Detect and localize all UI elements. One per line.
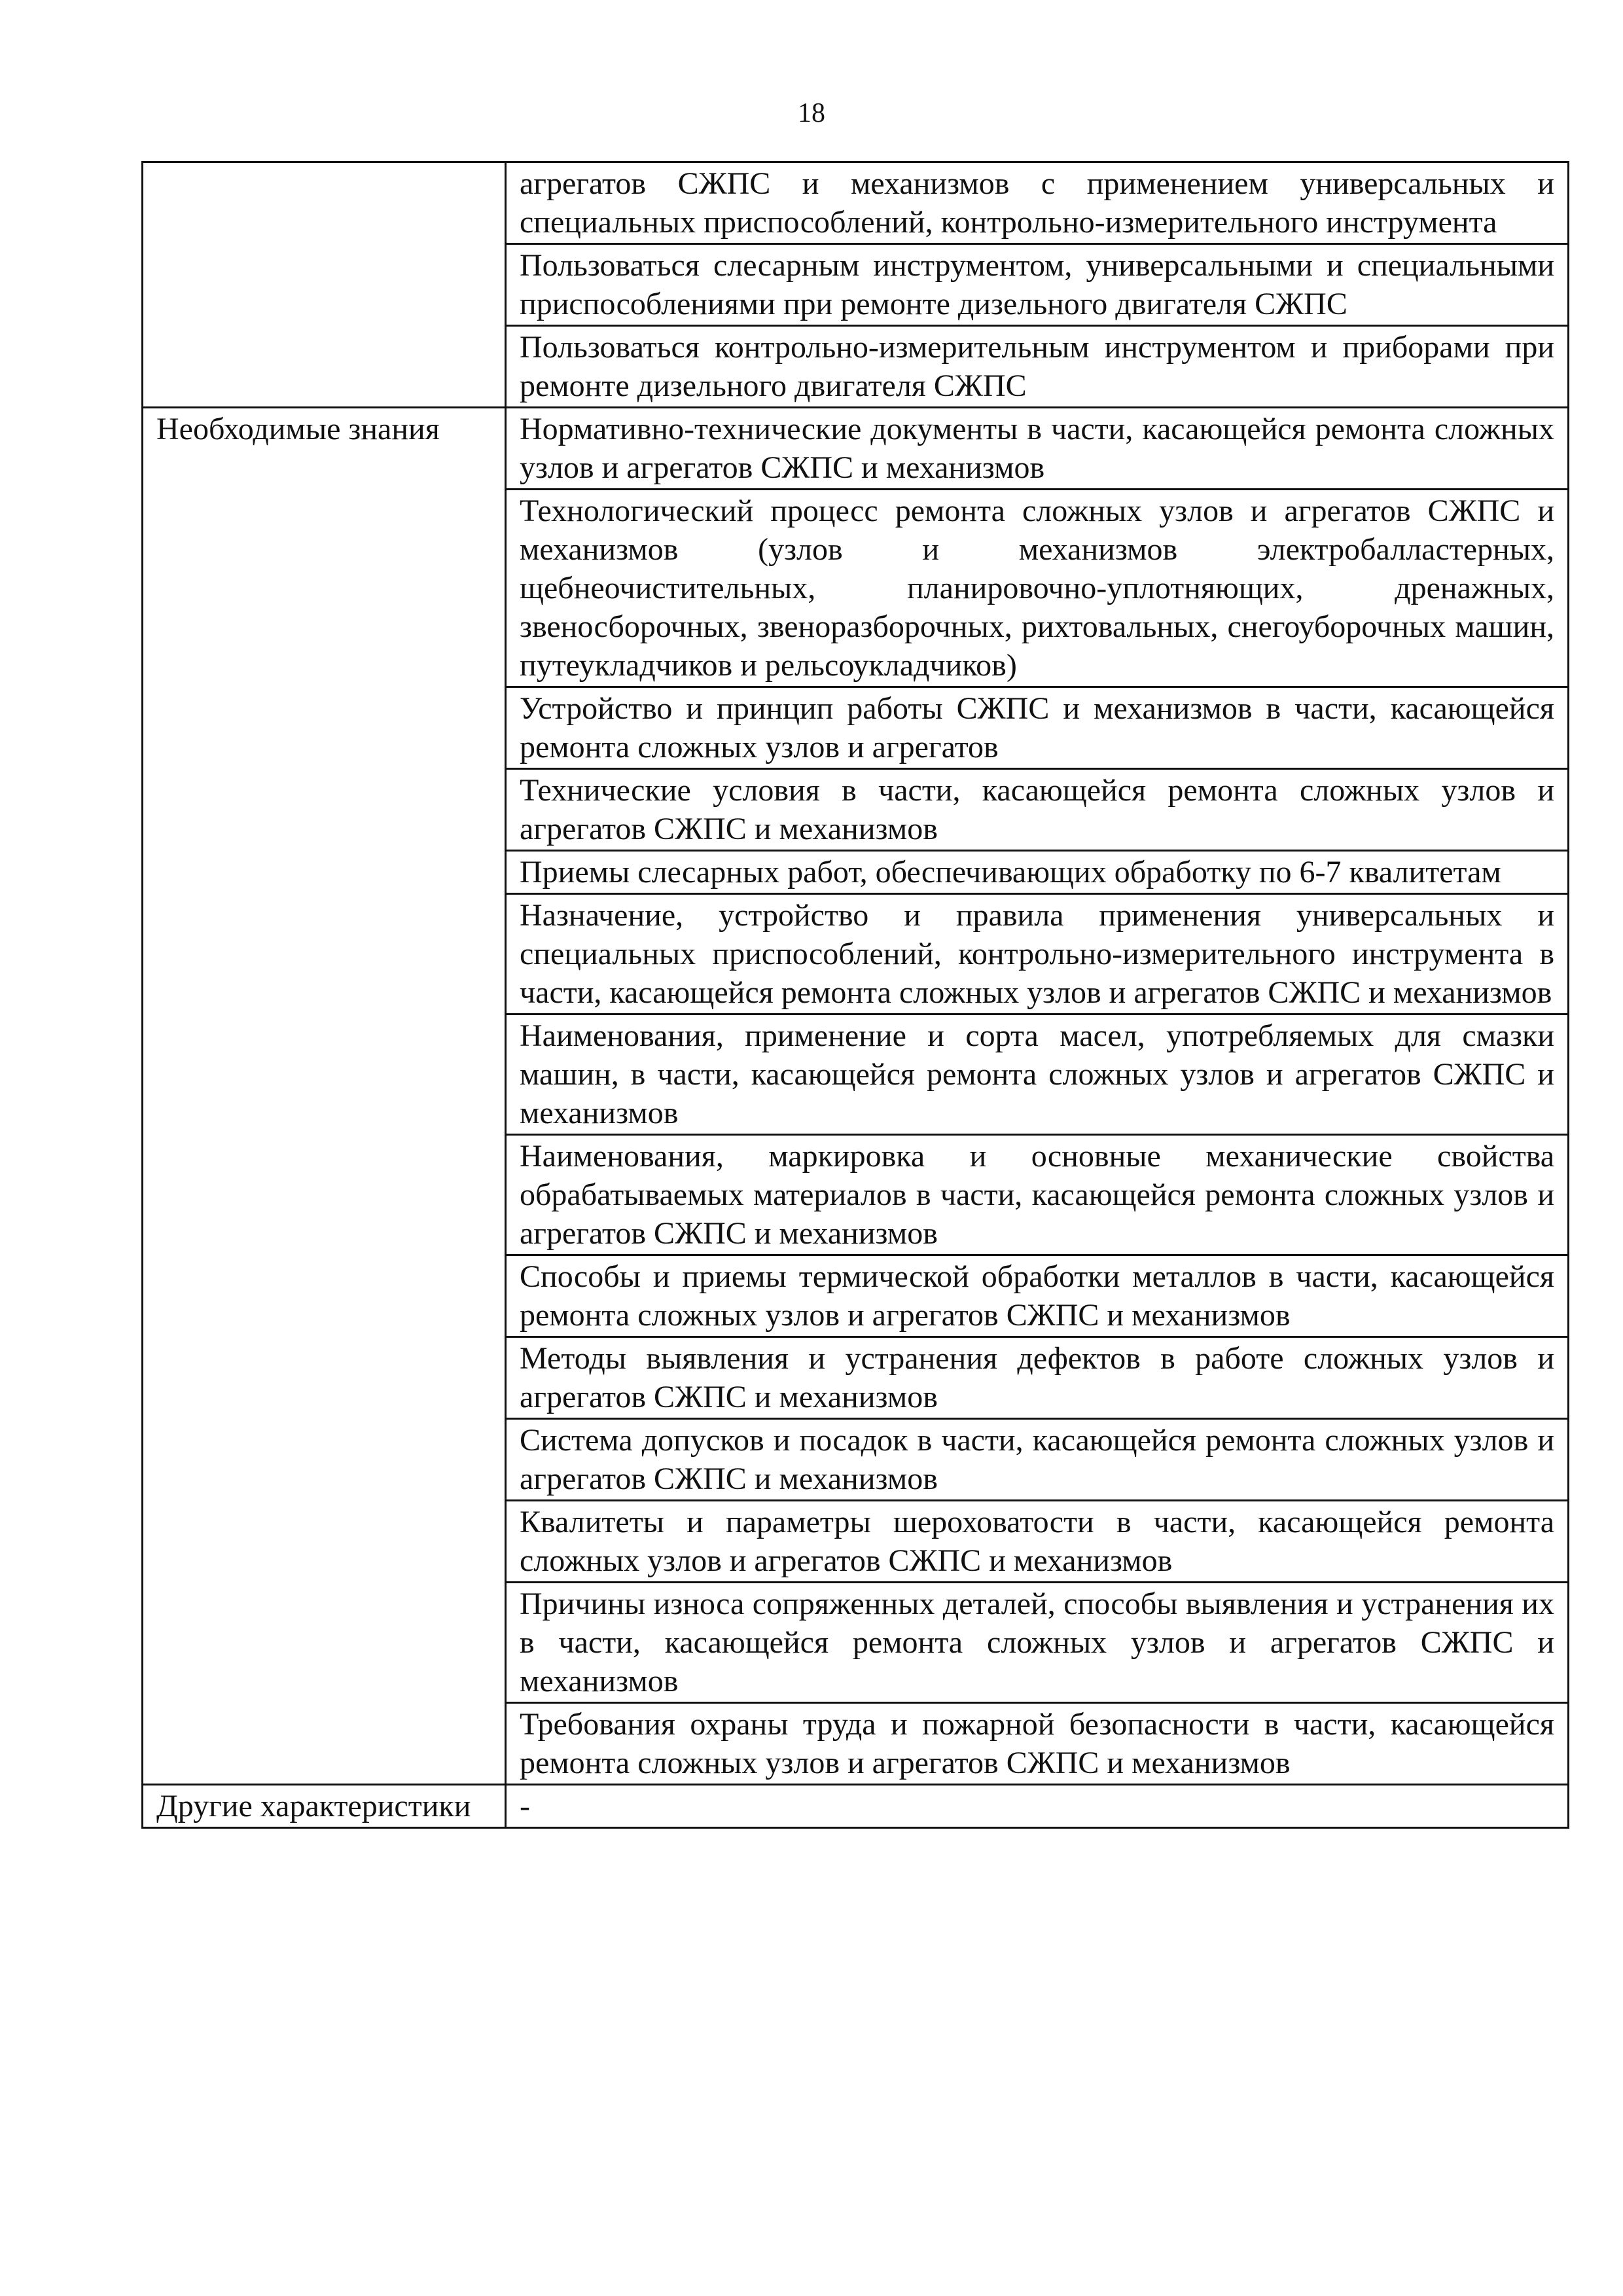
knowledge-item: Наименования, маркировка и основные механические свойства обрабатываемых материалов в части, касающейся ремонта сложных узлов и агрегатов СЖПС и механизмов: [506, 1135, 1569, 1255]
knowledge-item: Технические условия в части, касающейся ремонта сложных узлов и агрегатов СЖПС и механизмов: [506, 769, 1569, 851]
knowledge-item: Система допусков и посадок в части, касающейся ремонта сложных узлов и агрегатов СЖПС и механизмов: [506, 1419, 1569, 1501]
knowledge-item: Квалитеты и параметры шероховатости в части, касающейся ремонта сложных узлов и агрегатов СЖПС и механизмов: [506, 1501, 1569, 1583]
table-row: [143, 1785, 1569, 1828]
knowledge-item: Причины износа сопряженных деталей, способы выявления и устранения их в части, касающейся ремонта сложных узлов и агрегатов СЖПС и механизмов: [506, 1583, 1569, 1703]
skill-item: агрегатов СЖПС и механизмов с применением универсальных и специальных приспособлений, контрольно-измерительного инструмента: [506, 162, 1569, 244]
knowledge-item: Методы выявления и устранения дефектов в работе сложных узлов и агрегатов СЖПС и механизмов: [506, 1337, 1569, 1419]
knowledge-item: Назначение, устройство и правила применения универсальных и специальных приспособлений, контрольно-измерительного инструмента в части, касающейся ремонта сложных узлов и агрегатов СЖПС и механизмов: [506, 894, 1569, 1014]
empty-label-cell: [143, 162, 506, 408]
knowledge-item: Технологический процесс ремонта сложных узлов и агрегатов СЖПС и механизмов (узлов и механизмов электробалластерных, щебнеочистительных, планировочно-уплотняющих, дренажных, звеносборочных, звеноразборочных, рихтовальных, снегоуборочных машин, путеукладчиков и рельсоукладчиков): [506, 490, 1569, 687]
skill-item: Пользоваться контрольно-измерительным инструментом и приборами при ремонте дизельного двигателя СЖПС: [506, 326, 1569, 408]
knowledge-item: Нормативно-технические документы в части, касающейся ремонта сложных узлов и агрегатов СЖПС и механизмов: [506, 408, 1569, 490]
table-row: [143, 408, 1569, 490]
page-number: 18: [798, 98, 825, 128]
knowledge-label: Необходимые знания: [143, 408, 506, 1785]
other-characteristics-label: Другие характеристики: [143, 1785, 506, 1828]
knowledge-item: Способы и приемы термической обработки металлов в части, касающейся ремонта сложных узлов и агрегатов СЖПС и механизмов: [506, 1255, 1569, 1337]
other-characteristics-value: -: [506, 1785, 1569, 1828]
knowledge-item: Наименования, применение и сорта масел, употребляемых для смазки машин, в части, касающейся ремонта сложных узлов и агрегатов СЖПС и механизмов: [506, 1014, 1569, 1135]
knowledge-item: Устройство и принцип работы СЖПС и механизмов в части, касающейся ремонта сложных узлов и агрегатов: [506, 687, 1569, 769]
knowledge-item: Требования охраны труда и пожарной безопасности в части, касающейся ремонта сложных узлов и агрегатов СЖПС и механизмов: [506, 1703, 1569, 1785]
table-row: [143, 162, 1569, 244]
skill-item: Пользоваться слесарным инструментом, универсальными и специальными приспособлениями при ремонте дизельного двигателя СЖПС: [506, 244, 1569, 326]
specification-table: [141, 161, 1569, 1829]
knowledge-item: Приемы слесарных работ, обеспечивающих обработку по 6-7 квалитетам: [506, 851, 1569, 894]
